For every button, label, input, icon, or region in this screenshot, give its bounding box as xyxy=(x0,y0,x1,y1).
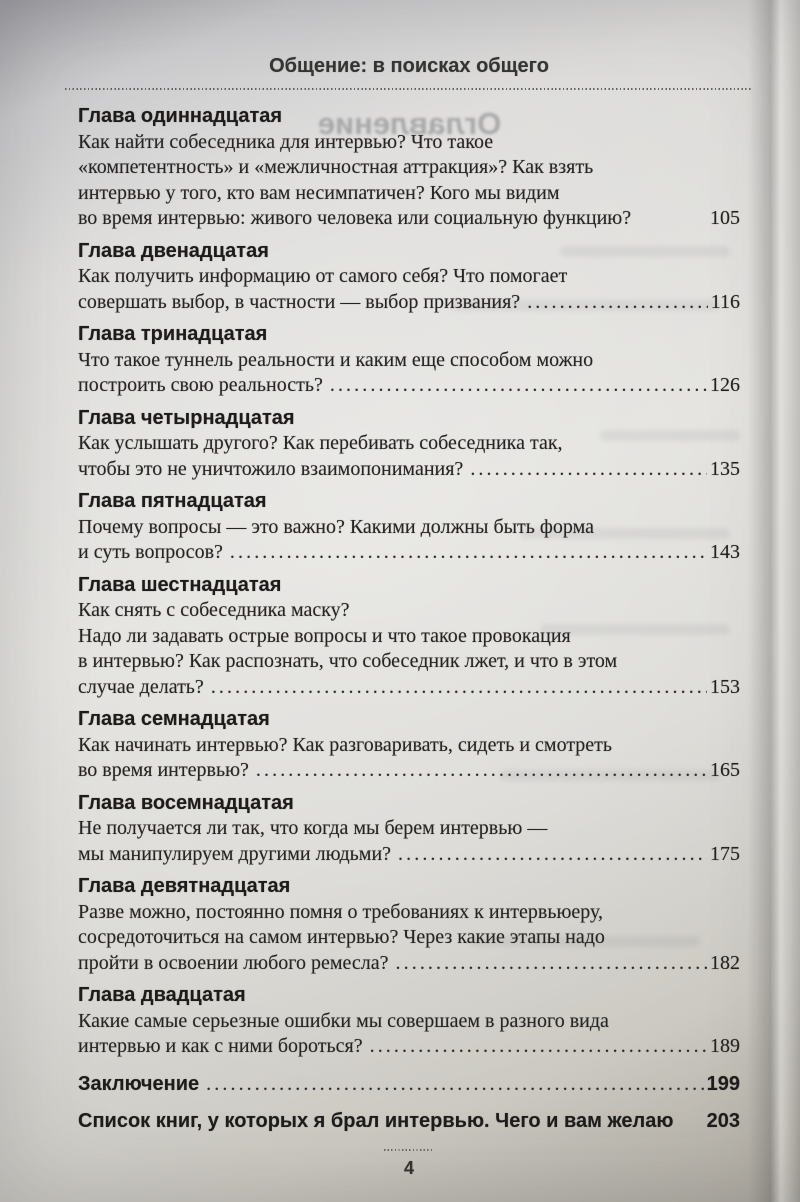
toc-entry-conclusion xyxy=(78,1072,740,1098)
chapter-description-line: Как найти собеседника для интервью? Что такое xyxy=(78,130,494,153)
chapter-description-line: Разве можно, постоянно помня о требованиях к интервьюеру, xyxy=(78,900,603,923)
chapter-lastline xyxy=(78,206,740,232)
toc-entry-book-list xyxy=(78,1109,740,1135)
chapter-lastline xyxy=(78,675,740,701)
chapter-page-number: 153 xyxy=(710,675,740,698)
chapter-lastline xyxy=(78,1109,740,1135)
chapter-page-number: 175 xyxy=(710,842,740,865)
toc-entry-chapter-13 xyxy=(78,322,740,399)
chapter-page-number: 143 xyxy=(710,541,740,563)
toc-entry-chapter-19 xyxy=(78,874,740,976)
chapter-description-line: интервью у того, кто вам несимпатичен? Кого мы видим xyxy=(78,181,560,204)
chapter-page-number: 182 xyxy=(710,951,740,974)
chapter-description-line: чтобы это не уничтожило взаимопонимания? xyxy=(78,457,464,480)
chapter-lastline xyxy=(78,842,740,868)
dot-leader xyxy=(396,951,707,977)
header-dotted-rule xyxy=(65,87,753,90)
chapter-description-line: интервью и как с ними бороться? xyxy=(78,1035,363,1057)
chapter-heading: Глава двадцатая xyxy=(78,984,246,1006)
toc-entry-chapter-17 xyxy=(78,707,740,784)
chapter-description-line: Не получается ли так, что когда мы берем интервью — xyxy=(78,817,548,839)
chapter-heading: Глава тринадцатая xyxy=(78,323,268,345)
toc-entry-chapter-18 xyxy=(78,791,740,868)
chapter-page-number: 126 xyxy=(710,374,740,396)
page-footer xyxy=(78,1149,740,1179)
dot-leader xyxy=(527,290,708,316)
dot-leader xyxy=(370,1034,707,1060)
chapter-lastline xyxy=(78,373,740,399)
chapter-lastline xyxy=(78,457,740,483)
chapter-heading: Глава пятнадцатая xyxy=(78,490,267,512)
chapter-heading: Глава шестнадцатая xyxy=(78,573,282,596)
chapter-heading: Глава девятнадцатая xyxy=(78,875,291,897)
chapter-description-line: сосредоточиться на самом интервью? Через какие этапы надо xyxy=(78,926,605,948)
toc-entry-chapter-11 xyxy=(78,104,740,232)
dot-leader xyxy=(206,1072,703,1098)
chapter-description-line: пройти в освоении любого ремесла? xyxy=(78,951,389,974)
chapter-lastline xyxy=(78,1072,740,1098)
chapter-page-number: 165 xyxy=(710,759,740,781)
chapter-heading: Глава двенадцатая xyxy=(78,239,269,262)
dot-leader xyxy=(256,758,707,784)
chapter-heading: Глава четырнадцатая xyxy=(78,406,295,429)
chapter-description-line: Что такое туннель реальности и каким еще способом можно xyxy=(78,348,594,371)
chapter-description-line: во время интервью? xyxy=(78,759,249,781)
chapter-heading: Глава семнадцатая xyxy=(78,708,270,730)
chapter-description-line: Как получить информацию от самого себя? Что помогает xyxy=(78,265,568,287)
book-list-label: Список книг, у которых я брал интервью. Чего и вам желаю xyxy=(78,1110,674,1132)
chapter-description-line: Какие самые серьезные ошибки мы совершаем в разного вида xyxy=(78,1009,609,1032)
chapter-heading: Глава одиннадцатая xyxy=(78,105,283,127)
dot-leader xyxy=(470,457,707,483)
dot-leader xyxy=(330,373,707,399)
chapter-description-line: «компетентность» и «межличностная аттракция»? Как взять xyxy=(78,156,594,178)
chapter-description-line: Как снять с собеседника маску? xyxy=(78,599,350,621)
toc-entry-chapter-14 xyxy=(78,406,740,483)
chapter-description-line: построить свою реальность? xyxy=(78,374,323,396)
chapter-description-line: во время интервью: живого человека или социальную функцию? xyxy=(78,207,632,229)
chapter-page-number: 135 xyxy=(710,457,740,480)
chapter-description-line: мы манипулируем другими людьми? xyxy=(78,842,392,865)
footer-dotted-rule xyxy=(384,1149,434,1151)
chapter-lastline xyxy=(78,951,740,977)
chapter-description-line: в интервью? Как распознать, что собеседник лжет, и что в этом xyxy=(78,650,618,672)
toc-entry-chapter-16 xyxy=(78,573,740,701)
chapter-lastline xyxy=(78,290,740,316)
chapter-description-line: и суть вопросов? xyxy=(78,541,223,563)
chapter-heading: Глава восемнадцатая xyxy=(78,791,294,814)
page-header xyxy=(78,54,740,90)
chapter-description-line: Надо ли задавать острые вопросы и что такое провокация xyxy=(78,624,571,647)
chapter-lastline xyxy=(78,1034,740,1060)
chapter-description-line: Почему вопросы — это важно? Какими должны быть форма xyxy=(78,515,594,538)
running-title: Общение: в поисках общего xyxy=(269,55,549,77)
folio-page-number: 4 xyxy=(403,1157,414,1178)
chapter-lastline xyxy=(78,758,740,784)
chapter-page-number: 105 xyxy=(710,207,740,229)
chapter-lastline xyxy=(78,540,740,566)
chapter-description-line: совершать выбор, в частности — выбор призвания? xyxy=(78,290,521,313)
chapter-page-number: 116 xyxy=(710,290,740,313)
chapter-description-line: Как услышать другого? Как перебивать собеседника так, xyxy=(78,432,563,454)
dot-leader xyxy=(398,842,707,868)
table-of-contents xyxy=(78,104,740,1135)
chapter-page-number: 199 xyxy=(706,1072,740,1095)
toc-entry-chapter-15 xyxy=(78,489,740,566)
chapter-page-number: 189 xyxy=(710,1035,740,1057)
toc-entry-chapter-12 xyxy=(78,239,740,316)
toc-entry-chapter-20 xyxy=(78,983,740,1060)
dot-leader xyxy=(230,540,707,566)
chapter-description-line: случае делать? xyxy=(78,675,204,698)
bleedthrough-watermark: Оглавление xyxy=(317,106,502,141)
chapter-page-number: 203 xyxy=(706,1110,740,1132)
chapter-description-line: Как начинать интервью? Как разговаривать, сидеть и смотреть xyxy=(78,733,613,756)
conclusion-label: Заключение xyxy=(78,1072,200,1095)
dot-leader xyxy=(211,675,707,701)
